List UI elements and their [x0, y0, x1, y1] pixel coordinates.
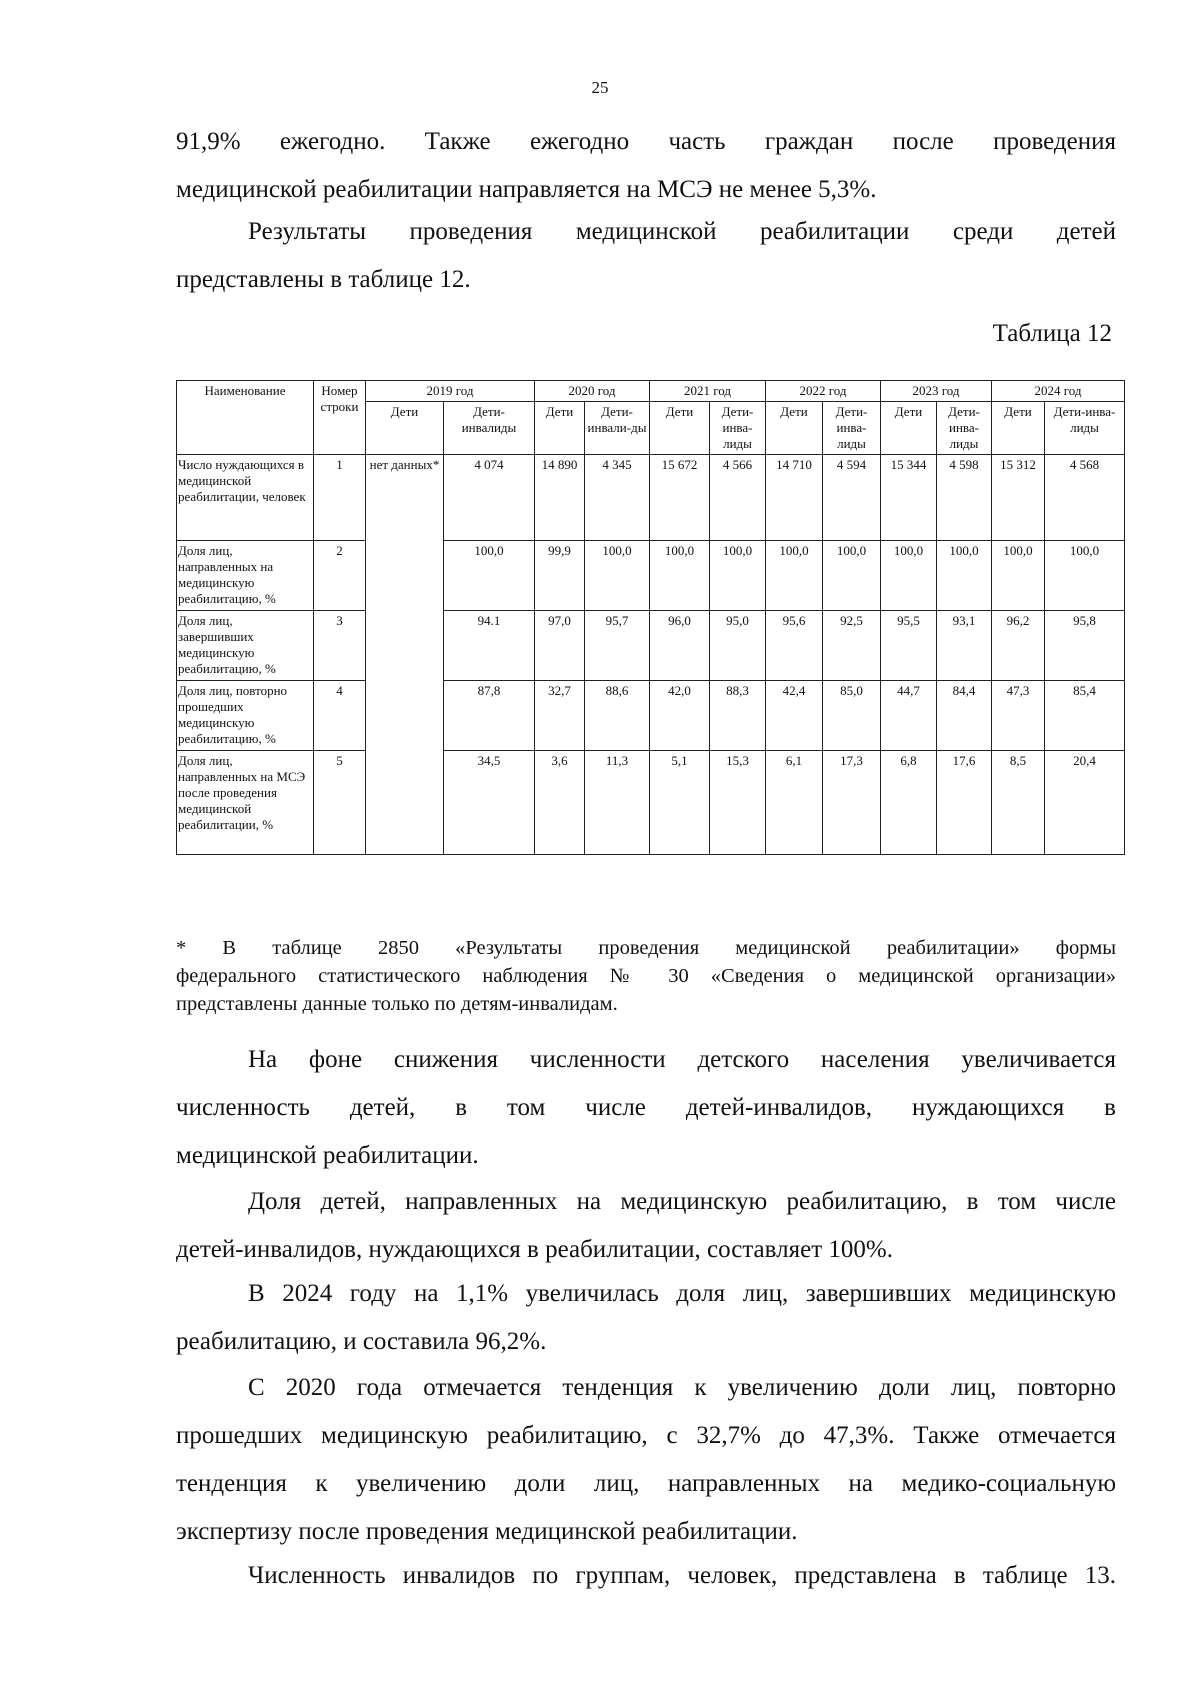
table-row [177, 541, 1125, 611]
paragraph-line: экспертизу после проведения медицинской реабилитации. [176, 1518, 798, 1545]
header-disabled-children: Дети-инва-лиды [823, 402, 881, 455]
header-children: Дети [535, 402, 585, 455]
header-disabled-children: Дети-инва-лиды [710, 402, 766, 455]
header-children: Дети [366, 402, 444, 455]
header-year: 2023 год [881, 381, 992, 402]
paragraph-line: С 2020 года отмечается тенденция к увеличению доли лиц, повторно [248, 1374, 1116, 1401]
header-line-number: Номер строки [314, 381, 366, 455]
table-cell: 17,6 [937, 751, 992, 855]
table-cell: 99,9 [535, 541, 585, 611]
table-cell: 8,5 [992, 751, 1045, 855]
table-cell: 84,4 [937, 681, 992, 751]
paragraph-line: Доля детей, направленных на медицинскую реабилитацию, в том числе [248, 1188, 1116, 1215]
table-cell: 92,5 [823, 611, 881, 681]
table-cell: 15 312 [992, 455, 1045, 541]
header-disabled-children: Дети-инвали-ды [585, 402, 650, 455]
paragraph-line: медицинской реабилитации направляется на МСЭ не менее 5,3%. [176, 176, 877, 203]
row-name: Доля лиц, повторно прошедших медицинскую реабилитацию, % [177, 681, 314, 751]
paragraph-line: 91,9% ежегодно. Также ежегодно часть граждан после проведения [176, 128, 1116, 155]
table-cell: 95,7 [585, 611, 650, 681]
table-cell: 94.1 [444, 611, 535, 681]
paragraph-line: реабилитацию, и составила 96,2%. [176, 1328, 547, 1355]
header-year: 2019 год [366, 381, 535, 402]
table-cell: 4 594 [823, 455, 881, 541]
rehabilitation-table [176, 380, 1125, 855]
table-cell: 100,0 [992, 541, 1045, 611]
table-cell: 85,4 [1045, 681, 1125, 751]
table-caption: Таблица 12 [992, 320, 1112, 347]
table-header-years [177, 381, 1125, 402]
table-cell: 47,3 [992, 681, 1045, 751]
table-cell: 100,0 [710, 541, 766, 611]
header-disabled-children: Дети-инвалиды [444, 402, 535, 455]
table-cell: 95,5 [881, 611, 937, 681]
table-cell: 100,0 [881, 541, 937, 611]
table-cell: 15 344 [881, 455, 937, 541]
table-cell: 4 345 [585, 455, 650, 541]
table-cell: 4 566 [710, 455, 766, 541]
row-name: Доля лиц, направленных на МСЭ после проведения медицинской реабилитации, % [177, 751, 314, 855]
table-cell: 15 672 [650, 455, 710, 541]
header-year: 2021 год [650, 381, 766, 402]
paragraph-line: В 2024 году на 1,1% увеличилась доля лиц, завершивших медицинскую [248, 1280, 1116, 1307]
row-line-number: 5 [314, 751, 366, 855]
table-cell: 96,2 [992, 611, 1045, 681]
table-cell: 95,6 [766, 611, 823, 681]
header-disabled-children: Дети-инва-лиды [1045, 402, 1125, 455]
paragraph-line: тенденция к увеличению доли лиц, направленных на медико-социальную [176, 1470, 1116, 1497]
table-cell: 87,8 [444, 681, 535, 751]
paragraph-line: Результаты проведения медицинской реабилитации среди детей [248, 218, 1116, 245]
table-cell: 93,1 [937, 611, 992, 681]
table-row [177, 611, 1125, 681]
table-row [177, 455, 1125, 541]
table-cell: 100,0 [937, 541, 992, 611]
header-year: 2020 год [535, 381, 650, 402]
table-cell: 42,4 [766, 681, 823, 751]
header-year: 2022 год [766, 381, 881, 402]
table-cell: 11,3 [585, 751, 650, 855]
table-cell: 4 598 [937, 455, 992, 541]
table-cell: 97,0 [535, 611, 585, 681]
table-cell: 34,5 [444, 751, 535, 855]
row-line-number: 4 [314, 681, 366, 751]
table-cell: 6,1 [766, 751, 823, 855]
table-cell: 3,6 [535, 751, 585, 855]
table-cell: 88,6 [585, 681, 650, 751]
paragraph-line: детей-инвалидов, нуждающихся в реабилитации, составляет 100%. [176, 1236, 893, 1263]
table-row [177, 751, 1125, 855]
table-cell: 100,0 [766, 541, 823, 611]
table-cell: 32,7 [535, 681, 585, 751]
footnote-line: представлены данные только по детям-инвалидам. [176, 993, 618, 1015]
table-cell: 88,3 [710, 681, 766, 751]
header-children: Дети [992, 402, 1045, 455]
table-cell: 100,0 [585, 541, 650, 611]
row-line-number: 2 [314, 541, 366, 611]
header-disabled-children: Дети-инва-лиды [937, 402, 992, 455]
table-cell: 44,7 [881, 681, 937, 751]
table-cell: 6,8 [881, 751, 937, 855]
header-children: Дети [766, 402, 823, 455]
row-name: Число нуждающихся в медицинской реабилитации, человек [177, 455, 314, 541]
table-cell: 100,0 [823, 541, 881, 611]
table-cell: 17,3 [823, 751, 881, 855]
row-line-number: 3 [314, 611, 366, 681]
paragraph-line: представлены в таблице 12. [176, 266, 471, 293]
paragraph-line: численность детей, в том числе детей-инвалидов, нуждающихся в [176, 1094, 1116, 1121]
table-cell: 14 890 [535, 455, 585, 541]
row-name: Доля лиц, направленных на медицинскую реабилитацию, % [177, 541, 314, 611]
table-cell: 4 074 [444, 455, 535, 541]
table-cell: 95,8 [1045, 611, 1125, 681]
no-data-cell: нет данных* [366, 455, 444, 855]
paragraph-line: Численность инвалидов по группам, человек, представлена в таблице 13. [248, 1562, 1116, 1589]
paragraph-line: На фоне снижения численности детского населения увеличивается [248, 1046, 1116, 1073]
table-cell: 42,0 [650, 681, 710, 751]
table-cell: 95,0 [710, 611, 766, 681]
header-children: Дети [650, 402, 710, 455]
header-year: 2024 год [992, 381, 1125, 402]
table-cell: 5,1 [650, 751, 710, 855]
table-cell: 20,4 [1045, 751, 1125, 855]
paragraph-line: прошедших медицинскую реабилитацию, с 32,7% до 47,3%. Также отмечается [176, 1422, 1116, 1449]
row-name: Доля лиц, завершивших медицинскую реабилитацию, % [177, 611, 314, 681]
table-cell: 100,0 [650, 541, 710, 611]
table-cell: 14 710 [766, 455, 823, 541]
page-number: 25 [591, 78, 609, 97]
table-footnote [176, 934, 1116, 1018]
header-children: Дети [881, 402, 937, 455]
header-name: Наименование [177, 381, 314, 455]
table-cell: 85,0 [823, 681, 881, 751]
row-line-number: 1 [314, 455, 366, 541]
table-cell: 4 568 [1045, 455, 1125, 541]
paragraph-line: медицинской реабилитации. [176, 1142, 479, 1169]
table-row [177, 681, 1125, 751]
table-cell: 100,0 [1045, 541, 1125, 611]
footnote-line: федерального статистического наблюдения № 30 «Сведения о медицинской организации» [176, 965, 1116, 987]
table-cell: 15,3 [710, 751, 766, 855]
footnote-line: * В таблице 2850 «Результаты проведения медицинской реабилитации» формы [176, 937, 1116, 959]
table-cell: 96,0 [650, 611, 710, 681]
table-cell: 100,0 [444, 541, 535, 611]
